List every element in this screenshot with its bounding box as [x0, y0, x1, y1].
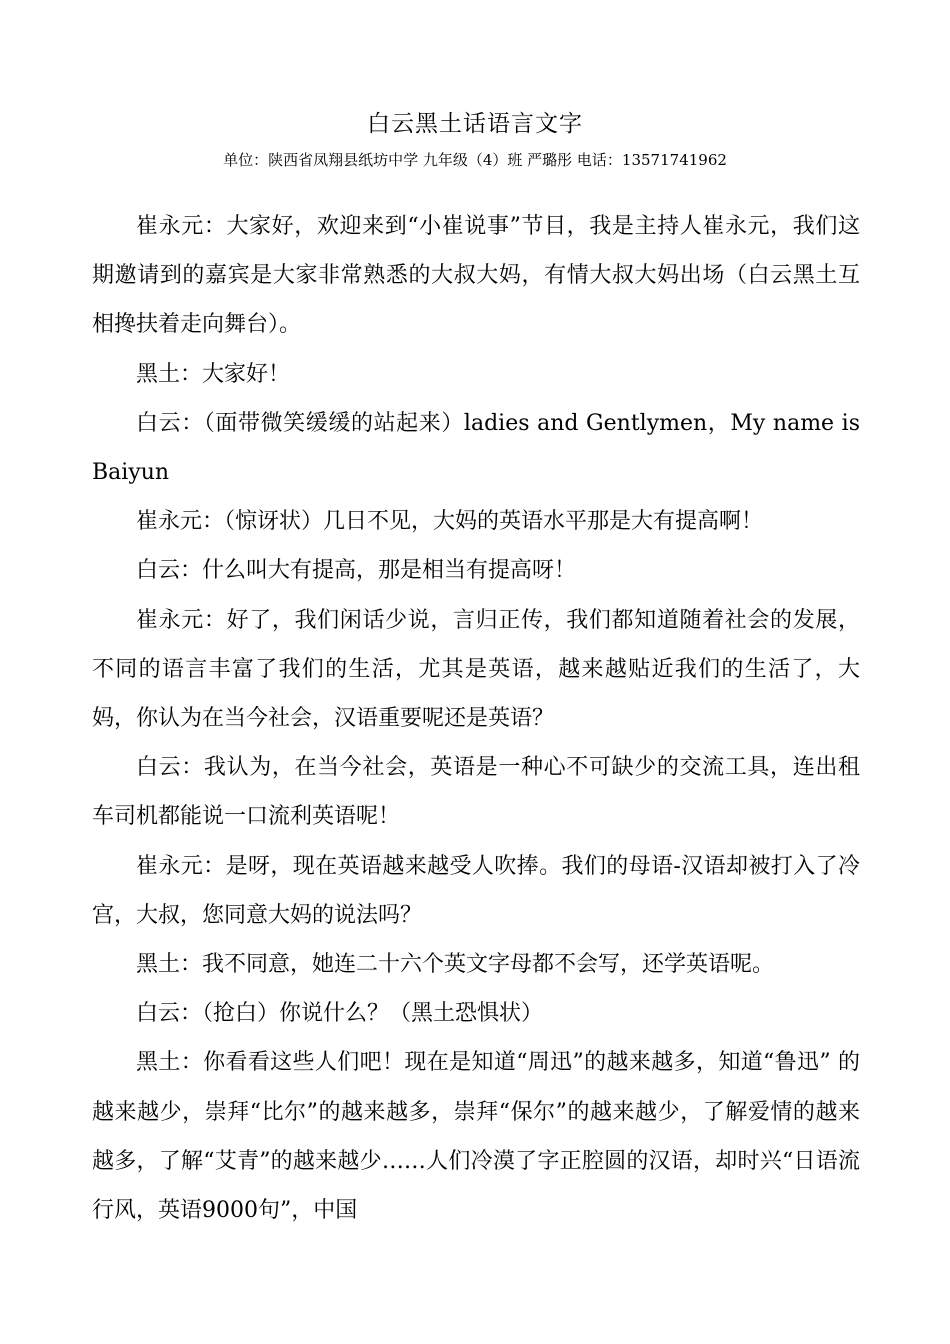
dialogue-paragraph: 黑土：我不同意，她连二十六个英文字母都不会写，还学英语呢。 — [136, 952, 775, 978]
dialogue-paragraph: 崔永元：好了，我们闲话少说，言归正传，我们都知道随着社会的发展，不同的语言丰富了我们的生活，尤其是英语，越来越贴近我们的生活了，大妈，你认为在当今社会，汉语重要呢还是英语？ — [92, 607, 860, 732]
dialogue-paragraph: 白云：什么叫大有提高，那是相当有提高呀！ — [136, 558, 577, 584]
dialogue-paragraph: 白云：（面带微笑缓缓的站起来）ladies and Gentlymen，My name is Baiyun — [92, 410, 860, 486]
dialogue-paragraph: 黑土：你看看这些人们吧！现在是知道“周迅”的越来越多，知道“鲁迅” 的越来越少，崇拜“比尔”的越来越多，崇拜“保尔”的越来越少，了解爱情的越来越多，了解“艾青”的越来越少……人们冷漠了字正腔圆的汉语，却时兴“日语流行风，英语9000句”，中国 — [92, 1050, 860, 1224]
author-byline: 单位：陕西省凤翔县纸坊中学 九年级（4）班 严璐彤 电话：13571741962 — [223, 151, 727, 169]
dialogue-paragraph: 崔永元：（惊讶状）几日不见，大妈的英语水平那是大有提高啊！ — [136, 509, 764, 535]
dialogue-paragraph: 崔永元：大家好，欢迎来到“小崔说事”节目，我是主持人崔永元，我们这期邀请到的嘉宾是大家非常熟悉的大叔大妈，有情大叔大妈出场（白云黑土互相搀扶着走向舞台）。 — [92, 214, 860, 338]
dialogue-paragraph: 白云：（抢白）你说什么？（黑土恐惧状） — [136, 1001, 544, 1027]
dialogue-paragraph: 黑土：大家好！ — [136, 361, 291, 387]
document-title: 白云黑土话语言文字 — [367, 111, 583, 137]
dialogue-paragraph: 白云：我认为，在当今社会，英语是一种心不可缺少的交流工具，连出租车司机都能说一口流利英语呢！ — [92, 755, 860, 830]
dialogue-paragraph: 崔永元：是呀，现在英语越来越受人吹捧。我们的母语-汉语却被打入了冷宫，大叔，您同意大妈的说法吗？ — [92, 853, 860, 928]
document-body — [92, 202, 860, 1235]
